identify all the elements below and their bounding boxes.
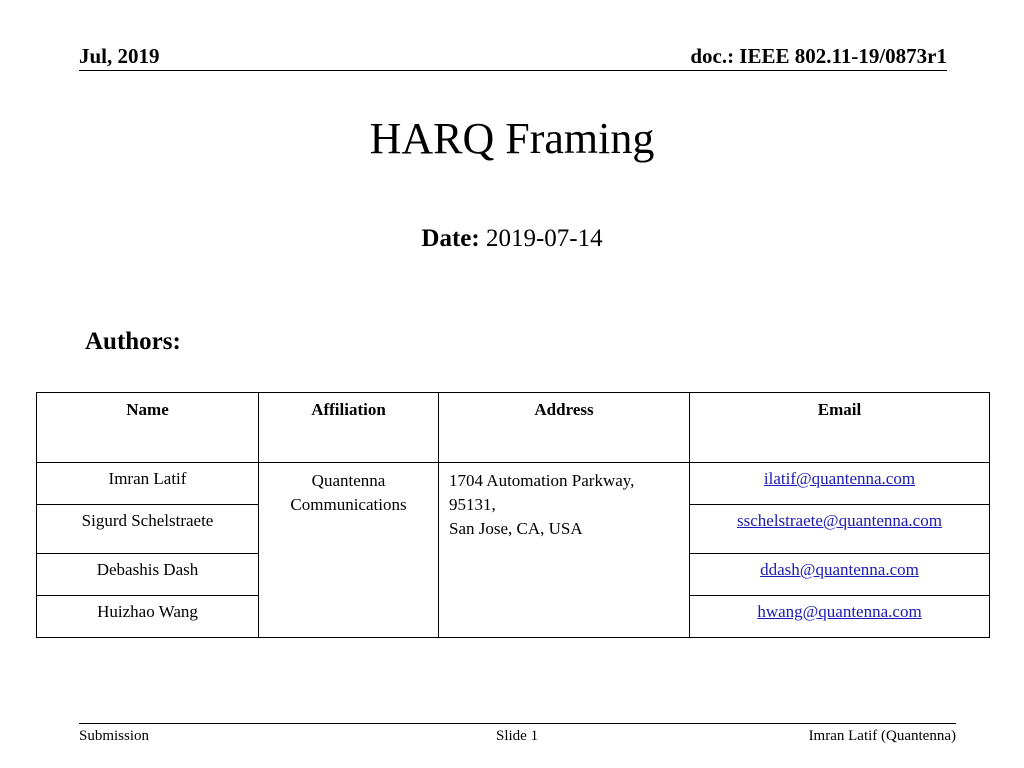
table-header-row: [37, 393, 990, 463]
author-email-cell: [690, 463, 990, 505]
column-header-affiliation: Affiliation: [259, 393, 439, 463]
author-name: Sigurd Schelstraete: [81, 511, 214, 530]
column-header-name: Name: [37, 393, 259, 463]
address-line-3: San Jose, CA, USA: [449, 519, 583, 538]
date-value: 2019-07-14: [479, 225, 603, 252]
author-email-link[interactable]: ilatif@quantenna.com: [763, 469, 916, 488]
author-name: Debashis Dash: [96, 560, 199, 579]
author-name-cell: [37, 554, 259, 596]
author-name-cell: [37, 596, 259, 638]
author-email-cell: [690, 554, 990, 596]
affiliation-line-1: Quantenna: [311, 471, 386, 490]
footer-author: Imran Latif (Quantenna): [808, 728, 956, 744]
footer-slide-number: Slide 1: [496, 728, 539, 744]
header-doc-id: doc.: IEEE 802.11-19/0873r1: [690, 44, 947, 68]
address-line-2: 95131,: [449, 495, 496, 514]
date-line: [0, 225, 1024, 253]
author-name-cell: [37, 505, 259, 554]
slide-footer: [79, 723, 956, 754]
table-row: [37, 463, 990, 505]
author-email-link[interactable]: sschelstraete@quantenna.com: [737, 511, 942, 530]
affiliation-cell: [259, 463, 439, 638]
author-name-cell: [37, 463, 259, 505]
author-email-link[interactable]: hwang@quantenna.com: [757, 602, 922, 621]
address-cell: [439, 463, 690, 638]
slide-header: [79, 40, 947, 71]
author-email-cell: [690, 596, 990, 638]
slide-title: HARQ Framing: [369, 114, 655, 163]
date-label: Date:: [421, 225, 480, 252]
footer-submission: Submission: [79, 728, 150, 744]
column-header-email: Email: [690, 393, 990, 463]
author-email-cell: [690, 505, 990, 554]
author-name: Huizhao Wang: [97, 602, 198, 621]
column-header-address: Address: [439, 393, 690, 463]
authors-table: [36, 392, 990, 638]
address-line-1: 1704 Automation Parkway,: [449, 471, 635, 490]
author-name: Imran Latif: [108, 469, 187, 488]
authors-heading: Authors:: [85, 328, 181, 355]
header-date: Jul, 2019: [79, 44, 160, 68]
author-email-link[interactable]: ddash@quantenna.com: [760, 560, 919, 579]
affiliation-line-2: Communications: [290, 495, 407, 514]
